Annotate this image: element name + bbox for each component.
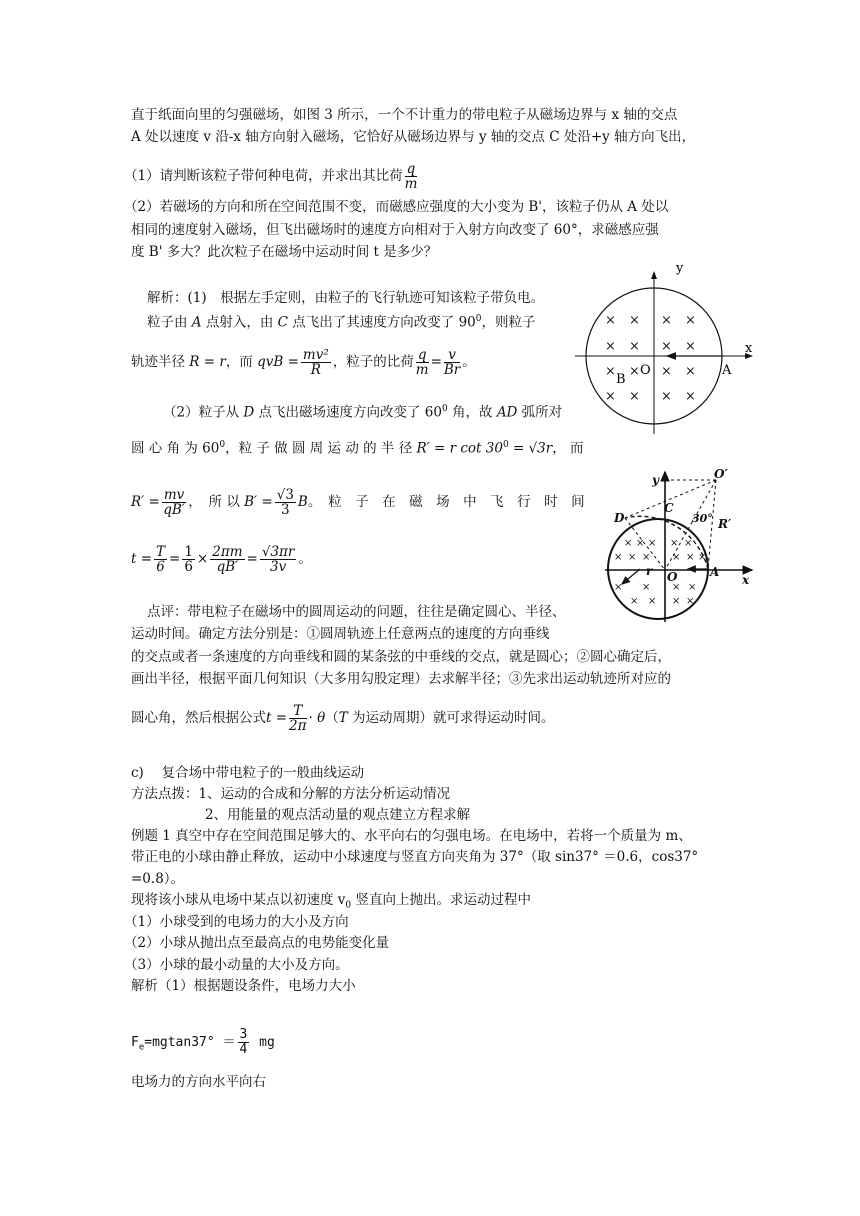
frac-num: q: [405, 162, 418, 177]
example-question-1: （1）小球受到的电场力的大小及方向: [124, 914, 349, 930]
time-fraction-4: [260, 545, 297, 574]
time-fraction-3: [210, 545, 244, 574]
example-question-3: （3）小球的最小动量的大小及方向。: [124, 957, 349, 973]
text: mg: [251, 1035, 275, 1050]
question-2-line-1: （2）若磁场的方向和所在空间范围不变，而磁感应强度的大小变为 B'，该粒子仍从 A 处以: [124, 199, 669, 215]
problem-line-1: 直于纸面向里的匀强磁场，如图 3 所示，一个不计重力的带电粒子从磁场边界与 x 轴的交点: [131, 107, 678, 123]
frac-den: 3: [281, 502, 290, 518]
frac-den: 6: [156, 559, 165, 575]
cross-mark: ×: [670, 538, 679, 549]
cross-mark: ×: [636, 538, 645, 549]
solution-2-line-4: [131, 545, 312, 574]
equals: =: [169, 551, 181, 567]
centripetal-fraction: [301, 348, 331, 377]
cross-mark: ×: [672, 596, 681, 607]
text: （2）粒子从: [163, 404, 244, 421]
example-line-4: [131, 891, 531, 915]
subscript: 0: [345, 900, 352, 911]
cross-mark: ×: [630, 596, 639, 607]
small-radius-label: r: [646, 564, 653, 578]
degree-sup: 0: [441, 404, 448, 414]
time-fraction-1: [154, 545, 167, 574]
ratio-fraction: [416, 348, 429, 377]
center-label: O′: [714, 467, 728, 481]
radius-label: R′: [718, 517, 732, 531]
frac-den: m: [415, 362, 429, 378]
frac-num: mv: [163, 487, 185, 503]
solution-1-line-1: 解析：(1) 根据左手定则，由粒子的飞行轨迹可知该粒子带负电。: [147, 290, 545, 306]
section-c-title: c) 复合场中带电粒子的一般曲线运动: [131, 765, 365, 781]
origin-label: O: [640, 363, 651, 378]
cross-mark: ×: [648, 596, 657, 607]
frac-num: q: [416, 348, 429, 363]
cross-mark: ×: [614, 552, 623, 563]
cross-mark: ×: [661, 313, 672, 328]
origin-label: O: [667, 570, 678, 584]
times: ×: [196, 551, 209, 567]
frac-num: √3πr: [261, 544, 295, 560]
text: ，则粒子: [481, 314, 536, 331]
text: 角，故: [447, 404, 497, 421]
frac-num: T: [289, 704, 306, 719]
text: 圆 心 角 为 60: [131, 440, 220, 457]
text: =mgtan37° ＝: [144, 1035, 236, 1050]
cross-mark: ×: [661, 364, 672, 379]
text: ，粒子的比荷: [332, 354, 414, 370]
example-line-1: 例题 1 真空中存在空间范围足够大的、水平向右的匀强电场。在电场中，若将一个质量为 m、: [131, 828, 692, 844]
y-label: y: [676, 261, 684, 276]
cross-mark: ×: [629, 389, 640, 404]
cross-mark: ×: [685, 389, 696, 404]
frac-num: 1: [184, 544, 193, 560]
force-fraction: [238, 1028, 250, 1057]
exit-arrow: [622, 569, 640, 584]
cross-mark: ×: [685, 339, 696, 354]
text: ，而: [225, 354, 258, 370]
ratio-result-fraction: [444, 348, 460, 377]
question-1: [124, 162, 419, 191]
frac-num: 2πm: [212, 544, 243, 560]
text: 为运动周期）就可求得运动时间。: [347, 710, 555, 726]
lorentz-equation: qvB =: [257, 354, 299, 370]
text: 轨迹半径: [131, 354, 190, 370]
theta: · θ: [308, 710, 326, 726]
cross-mark: ×: [629, 313, 640, 328]
point-a: A: [191, 314, 202, 331]
cross-mark: ×: [605, 313, 616, 328]
degree-sup: 0: [219, 440, 226, 450]
degree-sup: 0: [475, 314, 482, 324]
cross-mark: ×: [661, 339, 672, 354]
cross-mark: ×: [629, 364, 640, 379]
cross-mark: ×: [614, 582, 623, 593]
radius-equation: R = r: [189, 354, 226, 370]
cross-mark: ×: [685, 313, 696, 328]
radius-value: = √3r: [508, 440, 553, 457]
cross-mark: ×: [686, 552, 695, 563]
cross-mark: ×: [624, 538, 633, 549]
text: 现将该小球从电场中某点以初速度 v: [131, 892, 346, 908]
text: 点飞出磁场速度方向改变了 60: [254, 404, 442, 421]
field-crosses: [614, 538, 706, 607]
comment-line-1: 点评：带电粒子在磁场中的圆周运动的问题，往往是确定圆心、半径、: [147, 604, 566, 620]
frac-den: m: [404, 176, 418, 192]
example-question-2: （2）小球从抛出点至最高点的电势能变化量: [124, 935, 390, 951]
cross-mark: ×: [661, 389, 672, 404]
text: 点飞出了其速度方向改变了 90: [287, 314, 476, 331]
radius-lhs: R′ =: [131, 494, 160, 510]
field-b: B: [297, 494, 308, 510]
text: ，粒 子 做 圆 周 运 动 的 半 径: [225, 440, 417, 457]
period-symbol: T: [338, 710, 348, 726]
frac-den: 3v: [270, 559, 287, 575]
solution-2-line-3: [131, 488, 585, 517]
frac-den: R: [310, 362, 321, 378]
time-lhs: t =: [131, 551, 153, 567]
question-1-text: （1）请判断该粒子带何种电荷，并求出其比荷: [124, 168, 403, 184]
cross-mark: ×: [672, 582, 681, 593]
frac-num: √3: [276, 487, 294, 503]
text: 弧所对: [517, 404, 563, 421]
comment-line-2: 运动时间。确定方法分别是：①圆周轨迹上任意两点的速度的方向垂线: [131, 626, 550, 642]
example-line-2: 带正电的小球由静止释放，运动中小球速度与竖直方向夹角为 37°（取 sin37° ＝0.6，cos37°: [131, 849, 699, 865]
cross-mark: ×: [642, 552, 651, 563]
cross-mark: ×: [672, 552, 681, 563]
cross-mark: ×: [605, 389, 616, 404]
point-a-label: A: [722, 363, 732, 378]
question-2-line-2: 相同的速度射入磁场，但飞出磁场时的速度方向相对于入射方向改变了 60°，求磁感应强: [131, 222, 659, 238]
problem-line-2: A 处以速度 v 沿-x 轴方向射入磁场，它恰好从磁场边界与 y 轴的交点 C 处沿+y 轴方向飞出，: [131, 129, 696, 145]
charge-ratio-fraction: [405, 162, 418, 191]
cross-mark: ×: [629, 339, 640, 354]
field-crosses: [605, 313, 696, 404]
cross-mark: ×: [698, 552, 707, 563]
frac-num: T: [156, 544, 166, 560]
frac-den: 6: [184, 559, 193, 575]
figure-2-trajectory: [600, 466, 760, 626]
frac-den: qB′: [163, 502, 185, 518]
frac-den: Br: [443, 362, 461, 378]
text: F: [131, 1035, 139, 1050]
x-label: x: [745, 341, 753, 356]
figure-2-labels: [613, 467, 750, 587]
cross-mark: ×: [642, 582, 651, 593]
point-c-label: C: [664, 501, 674, 515]
point-a-label: A: [710, 565, 720, 579]
equals: =: [246, 551, 258, 567]
equals: =: [430, 354, 442, 370]
x-label: x: [742, 573, 750, 587]
cross-mark: ×: [628, 552, 637, 563]
solution-1-line-2: [147, 310, 535, 332]
radius-equation: R′ = r cot 30: [416, 440, 503, 457]
figure-1-magnetic-field: [572, 258, 762, 438]
text: 竖直向上抛出。求运动过程中: [351, 892, 531, 908]
example-answer-2: 电场力的方向水平向右: [131, 1074, 266, 1090]
text: 。 粒 子 在 磁 场 中 飞 行 时 间: [307, 494, 585, 510]
example-line-3: =0.8）。: [131, 871, 185, 887]
frac-den: 4: [239, 1042, 248, 1057]
cross-mark: ×: [605, 364, 616, 379]
point-c: C: [277, 314, 288, 331]
method-line-1: 方法点拨：1、运动的合成和分解的方法分析运动情况: [131, 786, 451, 802]
cross-mark: ×: [648, 538, 657, 549]
text: （: [325, 710, 339, 726]
frac-num: mv²: [302, 347, 329, 363]
radius-fraction: [162, 488, 186, 517]
force-equation: [131, 1028, 275, 1057]
subscript: e: [138, 1042, 145, 1053]
example-answer-1: 解析（1）根据题设条件，电场力大小: [131, 978, 356, 994]
cross-mark: ×: [685, 364, 696, 379]
y-label: y: [652, 473, 659, 487]
solution-2-line-2: [131, 436, 584, 458]
field-lhs: B′ =: [244, 494, 273, 510]
degree-sup: 0: [502, 440, 509, 450]
frac-num: v: [444, 348, 460, 363]
method-line-2: 2、用能量的观点活动量的观点建立方程求解: [205, 807, 471, 823]
cross-mark: ×: [688, 582, 697, 593]
text: ， 而: [552, 440, 584, 457]
point-d-label: D: [614, 511, 625, 525]
solution-2-line-1: [163, 400, 562, 422]
comment-line-4: 画出半径，根据平面几何知识（大多用勾股定理）去求解半径；③先求出运动轨迹所对应的: [131, 671, 671, 687]
comment-line-3: 的交点或者一条速度的方向垂线和圆的某条弦的中垂线的交点，就是圆心；②圆心确定后，: [131, 649, 671, 665]
cross-mark: ×: [686, 596, 695, 607]
period-fraction: [289, 704, 306, 733]
angle-label: 30°: [692, 512, 713, 525]
comment-line-5: [131, 704, 555, 733]
period: 。: [298, 551, 312, 567]
solution-1-line-3: [131, 348, 476, 377]
question-2-line-3: 度 B' 多大？此次粒子在磁场中运动时间 t 是多少？: [131, 244, 438, 260]
text: ， 所 以: [188, 494, 245, 510]
period: 。: [462, 354, 476, 370]
point-b-label: B: [616, 372, 626, 387]
time-lhs: t =: [266, 710, 288, 726]
cross-mark: ×: [684, 538, 693, 549]
text: 圆心角，然后根据公式: [131, 710, 266, 726]
frac-den: 2π: [289, 718, 307, 734]
point-d: D: [243, 404, 255, 421]
frac-den: qB′: [216, 559, 239, 575]
field-fraction: [275, 488, 296, 517]
time-fraction-2: [182, 545, 195, 574]
cross-mark: ×: [605, 339, 616, 354]
text: 点射入，由: [201, 314, 278, 331]
frac-num: 3: [239, 1027, 248, 1042]
text: 粒子由: [147, 314, 192, 331]
arc-ad: AD: [496, 404, 518, 421]
